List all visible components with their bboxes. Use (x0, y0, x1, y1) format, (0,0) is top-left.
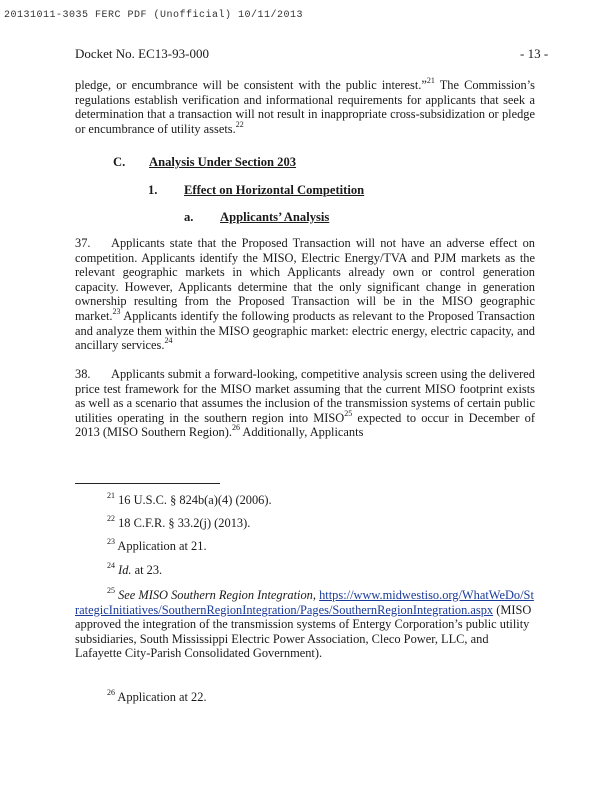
footnote-21: $^{21}$ 16 U.S.C. § 824b(a)(4) (2006). (107, 491, 272, 507)
page-number: - 13 - (520, 46, 549, 61)
footnote-24: $^{24}$ Id. at 23. (107, 561, 163, 577)
footnote-26: $^{26}$ Application at 22. (107, 688, 207, 704)
continued-paragraph: pledge, or encumbrance will be consistent with the public interest.”$^{21}$ The Commission’s regulations establish verification and informational requirements for applicants that seek a determination that a transaction will not result in inappropriate cross-subsidization or pledge or encumbrance of utility assets.$^{22}$ (75, 76, 535, 136)
section-1-heading: 1. Effect on Horizontal Competition (148, 183, 365, 197)
footnote-23: $^{23}$ Application at 21. (107, 537, 207, 553)
footnote-separator (75, 483, 220, 484)
footnote-ref[interactable]: 23 (112, 306, 121, 316)
footnote-25: $^{25}$ See MISO Southern Region Integration, https://www.midwestiso.org/WhatWeDo/StrategicInitiatives/SouthernRegionIntegration/Pages/SouthernRegionIntegration.aspx (MISO approved the integration of the transmission systems of Entergy Corporation’s public utility subsidiaries, South Mississippi Electric Power Association, Cleco Power, LLC, and Lafayette City-Parish Consolidated Government). (75, 586, 534, 661)
section-c-heading: C. Analysis Under Section 203 (113, 155, 297, 169)
footnote-ref[interactable]: 21 (426, 76, 435, 85)
paragraph-38: 38. Applicants submit a forward-looking, competitive analysis screen using the delivered price test framework for the MISO market assuming that the current MISO footprint exists as well as a scenario that assumes the inclusion of the transmission systems of certain public utilities operating in the southern region into MISO$^{25}$ expected to occur in December of 2013 (MISO Southern Region).$^{26}$ Additionally, Applicants (75, 367, 535, 440)
footnote-ref[interactable]: 26 (231, 423, 240, 433)
section-a-heading: a. Applicants’ Analysis (184, 210, 330, 224)
footnote-ref[interactable]: 22 (235, 119, 244, 129)
docket-number: Docket No. EC13-93-000 (75, 46, 209, 61)
footnote-ref[interactable]: 24 (164, 336, 173, 346)
miso-southern-region-link[interactable]: https://www.midwestiso.org/WhatWeDo/StrategicInitiatives/SouthernRegionIntegration/Pages/SouthernRegionIntegration.aspx (75, 588, 534, 617)
ferc-stamp: 20131011-3035 FERC PDF (Unofficial) 10/11/2013 (4, 10, 304, 21)
paragraph-37: 37. Applicants state that the Proposed Transaction will not have an adverse effect on competition. Applicants identify the MISO, Electric Energy/TVA and PJM markets as the relevant geographic markets in which Applicants already own or control generation capacity. However, Applicants determine that the only significant change in generation ownership resulting from the Proposed Transaction will be in the MISO geographic market.$^{23}$ Applicants identify the following products as relevant to the Proposed Transaction and analyze them within the MISO geographic market: electric energy, electric capacity, and ancillary services.$^{24}$ (75, 236, 535, 353)
footnote-22: $^{22}$ 18 C.F.R. § 33.2(j) (2013). (107, 514, 251, 530)
footnote-ref[interactable]: 25 (344, 408, 353, 418)
